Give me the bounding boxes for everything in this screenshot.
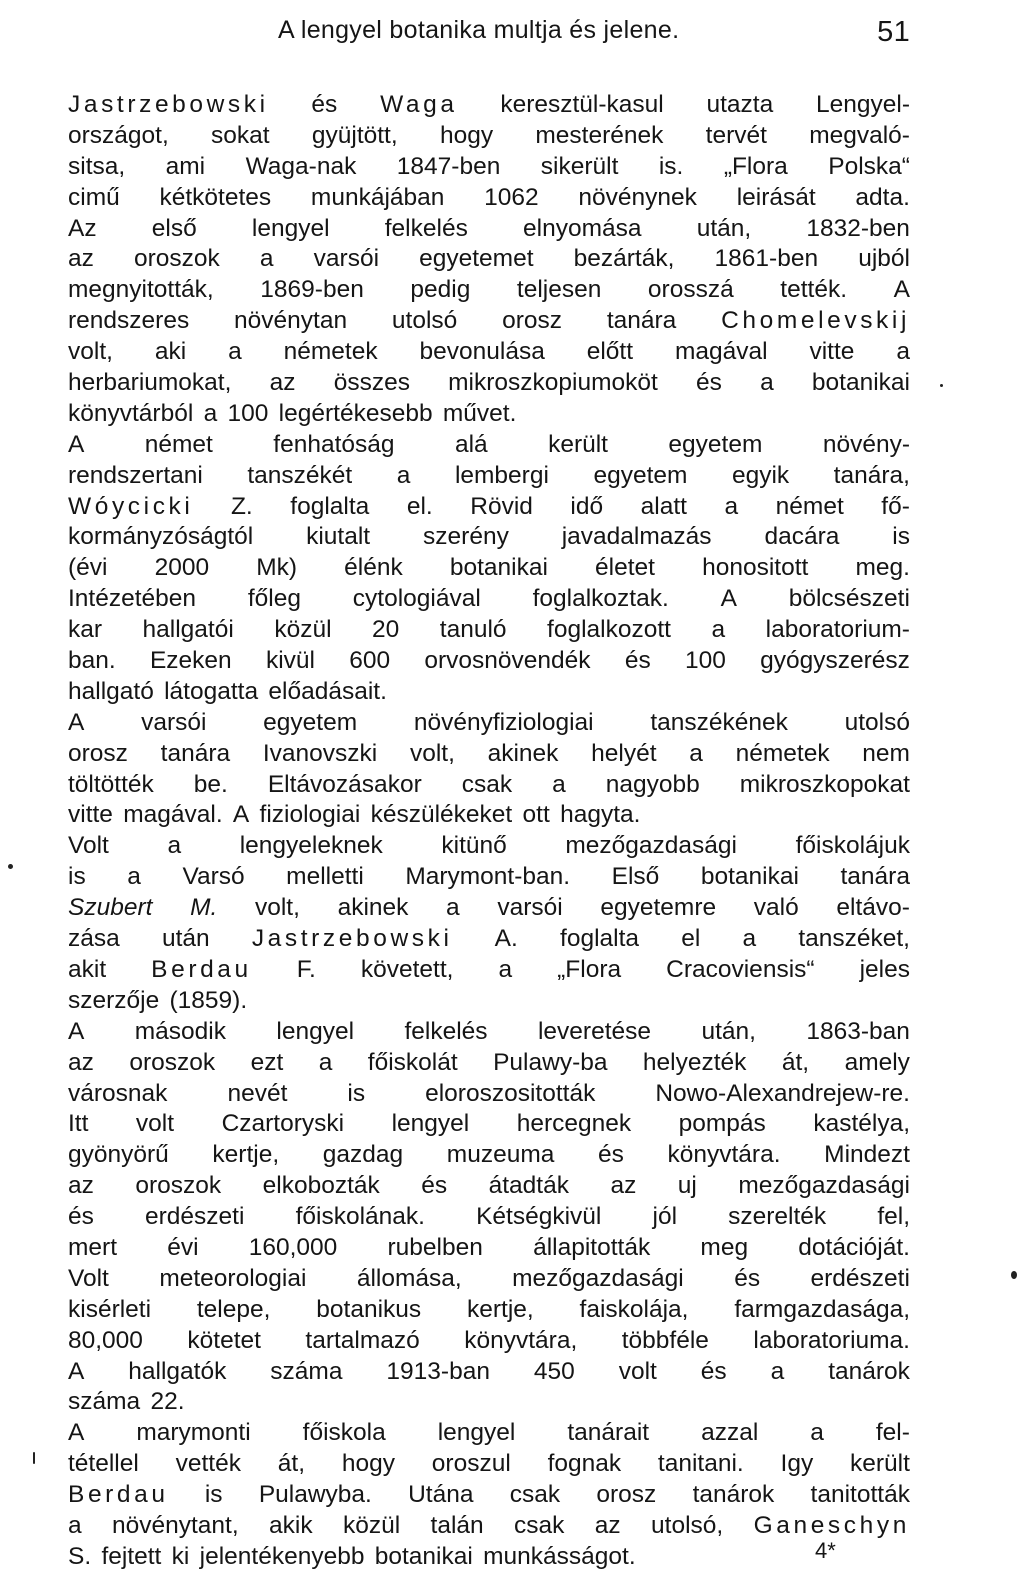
text-line: Wóycicki Z. foglalta el. Rövid idő alatt a német fő- xyxy=(68,492,910,520)
text-line: a növénytant, akik közül talán csak az utolsó, Ganeschyn xyxy=(68,1511,910,1539)
text-line: könyvtárból a 100 legértékesebb művet. xyxy=(68,399,517,427)
text-line: rendszeres növénytan utolsó orosz tanára Chomelevskij xyxy=(68,307,910,335)
text-line: töltötték be. Eltávozásakor csak a nagyobb mikroszkopokat xyxy=(68,770,910,798)
body-text xyxy=(68,90,910,1573)
text-line: Volt meteorologiai állomása, mezőgazdasági és erdészeti xyxy=(68,1264,910,1292)
text-line: Itt volt Czartoryski lengyel hercegnek pompás kastélya, xyxy=(68,1110,910,1138)
text-line: orosz tanára Ivanovszki volt, akinek helyét a németek nem xyxy=(68,739,910,767)
text-line: mert évi 160,000 rubelben állapitották meg dotációját. xyxy=(68,1233,910,1261)
text-line: kar hallgatói közül 20 tanuló foglalkozott a laboratorium- xyxy=(68,616,910,644)
text-line: akit Berdau F. követett, a „Flora Cracoviensis“ jeles xyxy=(68,955,910,983)
text-line: és erdészeti főiskolának. Kétségkivül jól szerelték fel, xyxy=(68,1203,910,1231)
text-line: Berdau is Pulawyba. Utána csak orosz tanárok tanitották xyxy=(68,1481,910,1509)
text-line: országot, sokat gyüjtött, hogy mesterének tervét megvaló- xyxy=(68,121,910,149)
ink-speck xyxy=(8,864,13,869)
text-line: az oroszok ezt a főiskolát Pulawy-ba helyezték át, amely xyxy=(68,1048,910,1076)
running-title: A lengyel botanika multja és jelene. xyxy=(278,16,680,44)
text-line: herbariumokat, az összes mikroszkopiumoköt és a botanikai xyxy=(68,369,910,397)
text-line: az oroszok elkobozták és átadták az uj mezőgazdasági xyxy=(68,1172,910,1200)
text-line: Intézetében főleg cytologiával foglalkoztak. A bölcsészeti xyxy=(68,585,910,613)
text-line: vitte magával. A fiziologiai készülékeket ott hagyta. xyxy=(68,801,641,829)
text-line: zása után Jastrzebowski A. foglalta el a tanszéket, xyxy=(68,925,910,953)
ink-speck xyxy=(33,1452,35,1464)
text-line: rendszertani tanszékét a lembergi egyetem egyik tanára, xyxy=(68,461,910,489)
page-number: 51 xyxy=(877,16,910,48)
text-line: száma 22. xyxy=(68,1388,185,1416)
text-line: kisérleti telepe, botanikus kertje, faiskolája, farmgazdasága, xyxy=(68,1295,910,1323)
text-line: megnyitották, 1869-ben pedig teljesen orosszá tették. A xyxy=(68,276,910,304)
text-line: 80,000 kötetet tartalmazó könyvtára, többféle laboratoriuma. xyxy=(68,1326,910,1354)
text-line: Az első lengyel felkelés elnyomása után, 1832-ben xyxy=(68,214,910,242)
text-line: Jastrzebowski és Waga keresztül-kasul utazta Lengyel- xyxy=(68,91,910,118)
text-line: városnak nevét is eloroszositották Nowo-Alexandrejew-re. xyxy=(68,1079,910,1107)
signature-mark: 4* xyxy=(815,1538,836,1563)
text-line: is a Varsó melletti Marymont-ban. Első botanikai tanára xyxy=(68,863,910,891)
running-head xyxy=(68,16,910,56)
text-line: A német fenhatóság alá került egyetem növény- xyxy=(68,430,910,458)
text-line: (évi 2000 Mk) élénk botanikai életet honositott meg. xyxy=(68,554,910,582)
text-line: sitsa, ami Waga-nak 1847-ben sikerült is. „Flora Polska“ xyxy=(68,152,910,180)
ink-speck xyxy=(1011,1271,1017,1279)
text-line: S. fejtett ki jelentékenyebb botanikai munkásságot. xyxy=(68,1542,636,1570)
text-line: cimű kétkötetes munkájában 1062 növénynek leirását adta. xyxy=(68,183,910,211)
text-line: A második lengyel felkelés leveretése után, 1863-ban xyxy=(68,1017,910,1045)
ink-speck xyxy=(940,384,943,387)
text-line: az oroszok a varsói egyetemet bezárták, 1861-ben ujból xyxy=(68,245,910,273)
text-line: volt, aki a németek bevonulása előtt magával vitte a xyxy=(68,338,910,366)
text-line: tétellel vették át, hogy oroszul fognak tanitani. Igy került xyxy=(68,1450,910,1478)
text-line: Szubert M. volt, akinek a varsói egyetemre való eltávo- xyxy=(68,894,910,922)
text-line: Volt a lengyeleknek kitünő mezőgazdasági főiskolájuk xyxy=(68,832,910,860)
text-line: A hallgatók száma 1913-ban 450 volt és a tanárok xyxy=(68,1357,910,1385)
text-line: szerzője (1859). xyxy=(68,986,248,1014)
text-line: A varsói egyetem növényfiziologiai tanszékének utolsó xyxy=(68,708,910,736)
text-line: hallgató látogatta előadásait. xyxy=(68,677,387,705)
text-line: gyönyörű kertje, gazdag muzeuma és könyvtára. Mindezt xyxy=(68,1141,910,1169)
text-line: A marymonti főiskola lengyel tanárait azzal a fel- xyxy=(68,1419,910,1447)
text-line: kormányzóságtól kiutalt szerény javadalmazás dacára is xyxy=(68,523,910,551)
text-line: ban. Ezeken kivül 600 orvosnövendék és 100 gyógyszerész xyxy=(68,647,910,675)
